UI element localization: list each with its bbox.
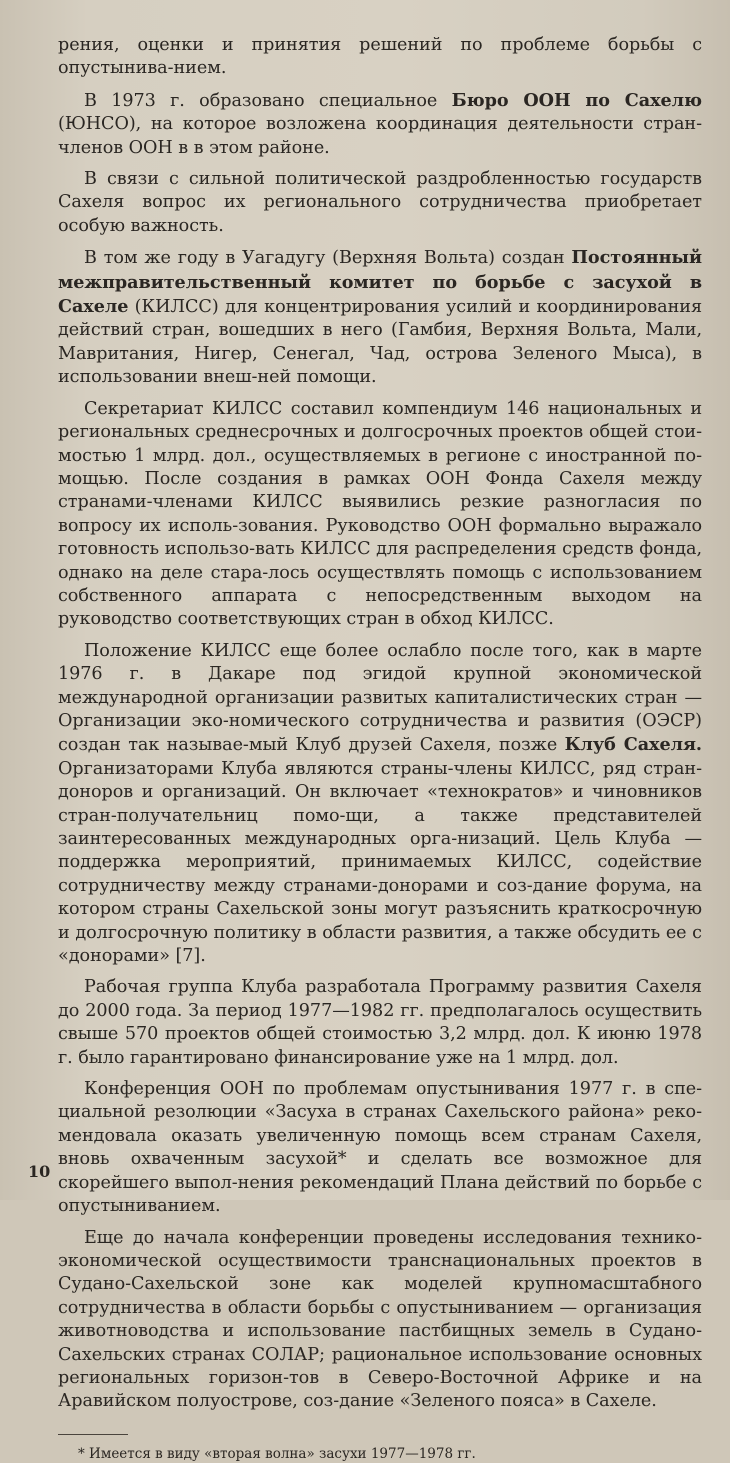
bold-term: Бюро ООН по Сахелю — [451, 89, 702, 111]
bold-term: Клуб Сахеля. — [564, 734, 702, 756]
page-number: 10 — [28, 1162, 51, 1181]
paragraph — [58, 168, 702, 238]
paragraph — [58, 89, 702, 160]
text-run: В том же году в Уагадугу (Верхняя Вольта) создан — [84, 248, 572, 269]
text-run: Еще до начала конференции проведены исследования технико-экономической осуществимости транснациональных проектов в Судано-Сахельской зоне как моделей крупномасштабного сотрудничества в области борьбы с опустыниванием — организация животноводства и использование пастбищных земель в Судано-Сахельских странах СОЛАР; рациональное использование основных региональных горизон-тов в Северо-Восточной Африке и на Аравийском полуострове, соз-дание «Зеленого пояса» в Сахеле. — [58, 1227, 702, 1412]
text-run: В связи с сильной политической раздробленностью государств Сахеля вопрос их регионального сотрудничества приобретает особую важность. — [58, 169, 702, 236]
text-run: Секретариат КИЛСС составил компендиум 146 национальных и региональных среднесрочных и долгосрочных проектов общей стои-мостью 1 млрд. дол., осуществляемых в регионе с иностранной по-мощью. После создания в рамках ООН Фонда Сахеля между странами-членами КИЛСС выявились резкие разногласия по вопросу их исполь-зования. Руководство ООН формально выражало готовность использо-вать КИЛСС для распределения средств фонда, однако на деле стара-лось осуществлять помощь с использованием собственного аппарата с непосредственным выходом на руководство соответствующих стран в обход КИЛСС. — [58, 398, 702, 630]
paragraph — [58, 976, 702, 1070]
footnote-divider — [58, 1434, 128, 1435]
paragraph — [58, 640, 702, 969]
footnote: * Имеется в виду «вторая волна» засухи 1977—1978 гг. — [78, 1445, 476, 1462]
paragraph — [58, 1078, 702, 1218]
text-run: Организаторами Клуба являются страны-члены КИЛСС, ряд стран-доноров и организаций. Он включает «технократов» и чиновников стран-получательниц помо-щи, а также представителей заинтересованных международных орга-низаций. Цель Клуба — поддержка мероприятий, принимаемых КИЛСС, содействие сотрудничеству между странами-донорами и соз-дание форума, на котором страны Сахельской зоны могут разъяснить краткосрочную и долгосрочную политику в области развития, а также обсудить ее с «донорами» [7]. — [58, 758, 702, 967]
text-run: В 1973 г. образовано специальное — [84, 90, 452, 111]
text-run: Положение КИЛСС еще более ослабло после того, как в марте 1976 г. в Дакаре под эгидой крупной экономической международной организации развитых капиталистических стран — Организации эко-номического сотрудничества и развития (ОЭСР) создан так называе-мый Клуб друзей Сахеля, позже — [58, 640, 702, 756]
bold-term: Постоянный межправительственный комитет по борьбе с засухой в Сахеле — [58, 247, 702, 318]
paragraph — [58, 246, 702, 389]
paragraph — [58, 34, 702, 81]
text-run: (КИЛСС) для концентрирования усилий и координирования действий стран, вошедших в него (Гамбия, Верхняя Вольта, Мали, Мавритания, Нигер, Сенегал, Чад, острова Зеленого Мыса), в использовании внеш-ней помощи. — [58, 297, 702, 388]
text-run: Конференция ООН по проблемам опустынивания 1977 г. в спе-циальной резолюции «Засуха в странах Сахельского района» реко-мендовала оказать увеличенную помощь всем странам Сахеля, вновь охваченным засухой* и сделать все возможное для скорейшего выпол-нения рекомендаций Плана действий по борьбе с опустыниванием. — [58, 1079, 702, 1217]
text-run: Рабочая группа Клуба разработала Программу развития Сахеля до 2000 года. За период 1977—1982 гг. предполагалось осуществить свыше 570 проектов общей стоимостью 3,2 млрд. дол. К июню 1978 г. было гарантировано финансирование уже на 1 млрд. дол. — [58, 977, 702, 1068]
text-run: рения, оценки и принятия решений по проблеме борьбы с опустынива-нием. — [58, 35, 702, 79]
main-text — [58, 34, 702, 1414]
paragraph — [58, 398, 702, 632]
text-run: (ЮНСО), на которое возложена координация деятельности стран-членов ООН в в этом районе. — [58, 114, 702, 158]
paragraph — [58, 1227, 702, 1414]
